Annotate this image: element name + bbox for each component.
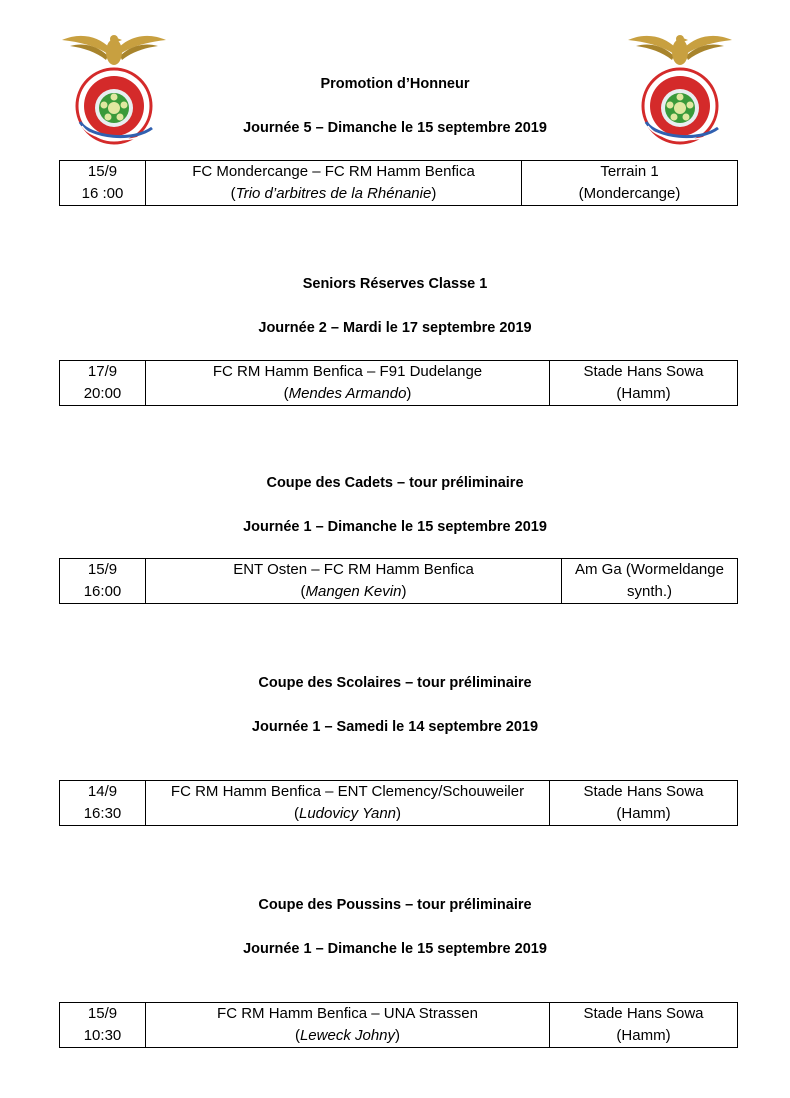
match-datetime (60, 161, 146, 206)
match-table (59, 558, 738, 604)
match-referee: Mendes Armando (288, 385, 407, 402)
match-fixture: FC RM Hamm Benfica – F91 Dudelange (Mendes Armando) (146, 361, 550, 406)
match-venue (522, 161, 738, 206)
match-table (59, 780, 738, 826)
match-date: 15/9 (87, 163, 118, 180)
venue-name: Stade Hans Sowa (583, 783, 704, 800)
match-teams: FC RM Hamm Benfica – UNA Strassen (217, 1005, 478, 1022)
round-title: Journée 2 – Mardi le 17 septembre 2019 (258, 320, 532, 336)
match-referee: Ludovicy Yann (298, 805, 397, 822)
venue-location: (Hamm) (616, 805, 671, 822)
match-time: 16:00 (83, 583, 122, 600)
competition-title: Coupe des Cadets – tour préliminaire (266, 475, 524, 491)
table-row (60, 361, 738, 406)
venue-name: Terrain 1 (600, 163, 659, 180)
match-teams: FC RM Hamm Benfica – ENT Clemency/Schouweiler (170, 783, 525, 800)
match-date: 15/9 (87, 561, 118, 578)
round-title: Journée 1 – Dimanche le 15 septembre 2019 (243, 519, 547, 535)
match-table (59, 360, 738, 406)
match-datetime (60, 1003, 146, 1048)
eagle-icon (628, 35, 732, 65)
match-referee: Mangen Kevin (305, 583, 402, 600)
venue-location: (Hamm) (616, 385, 671, 402)
round-title: Journée 1 – Dimanche le 15 septembre 2019 (243, 941, 547, 957)
match-table (59, 1002, 738, 1048)
table-row (60, 781, 738, 826)
round-title: Journée 5 – Dimanche le 15 septembre 2019 (243, 120, 547, 136)
match-date: 14/9 (87, 783, 118, 800)
venue-location: synth.) (626, 583, 672, 600)
match-time: 16:30 (83, 805, 122, 822)
table-row (60, 1003, 738, 1048)
match-venue (550, 361, 738, 406)
competition-title: Coupe des Poussins – tour préliminaire (258, 897, 532, 913)
match-datetime (60, 361, 146, 406)
venue-name: Am Ga (Wormeldange (575, 561, 724, 578)
match-time: 10:30 (83, 1027, 122, 1044)
match-referee: Trio d’arbitres de la Rhénanie (235, 185, 432, 202)
eagle-icon (62, 35, 166, 65)
match-teams: FC RM Hamm Benfica – F91 Dudelange (212, 363, 483, 380)
round-title: Journée 1 – Samedi le 14 septembre 2019 (251, 719, 539, 735)
match-time: 20:00 (83, 385, 122, 402)
match-datetime (60, 559, 146, 604)
match-table (59, 160, 738, 206)
table-row (60, 559, 738, 604)
venue-location: (Hamm) (616, 1027, 671, 1044)
match-venue (562, 559, 738, 604)
match-fixture: FC Mondercange – FC RM Hamm Benfica (Trio d’arbitres de la Rhénanie) (146, 161, 522, 206)
competition-title: Promotion d’Honneur (320, 76, 470, 92)
match-fixture: FC RM Hamm Benfica – ENT Clemency/Schouweiler (Ludovicy Yann) (146, 781, 550, 826)
match-fixture: FC RM Hamm Benfica – UNA Strassen (Leweck Johny) (146, 1003, 550, 1048)
match-date: 17/9 (87, 363, 118, 380)
venue-name: Stade Hans Sowa (583, 363, 704, 380)
table-row (60, 161, 738, 206)
match-teams: ENT Osten – FC RM Hamm Benfica (233, 561, 474, 578)
match-date: 15/9 (87, 1005, 118, 1022)
match-fixture: ENT Osten – FC RM Hamm Benfica (Mangen Kevin) (146, 559, 562, 604)
match-datetime (60, 781, 146, 826)
match-referee: Leweck Johny (299, 1027, 396, 1044)
match-time: 16 :00 (81, 185, 124, 202)
competition-title: Seniors Réserves Classe 1 (302, 276, 488, 292)
match-venue (550, 1003, 738, 1048)
match-venue (550, 781, 738, 826)
competition-title: Coupe des Scolaires – tour préliminaire (258, 675, 532, 691)
venue-location: (Mondercange) (578, 185, 681, 202)
venue-name: Stade Hans Sowa (583, 1005, 704, 1022)
match-teams: FC Mondercange – FC RM Hamm Benfica (192, 163, 475, 180)
